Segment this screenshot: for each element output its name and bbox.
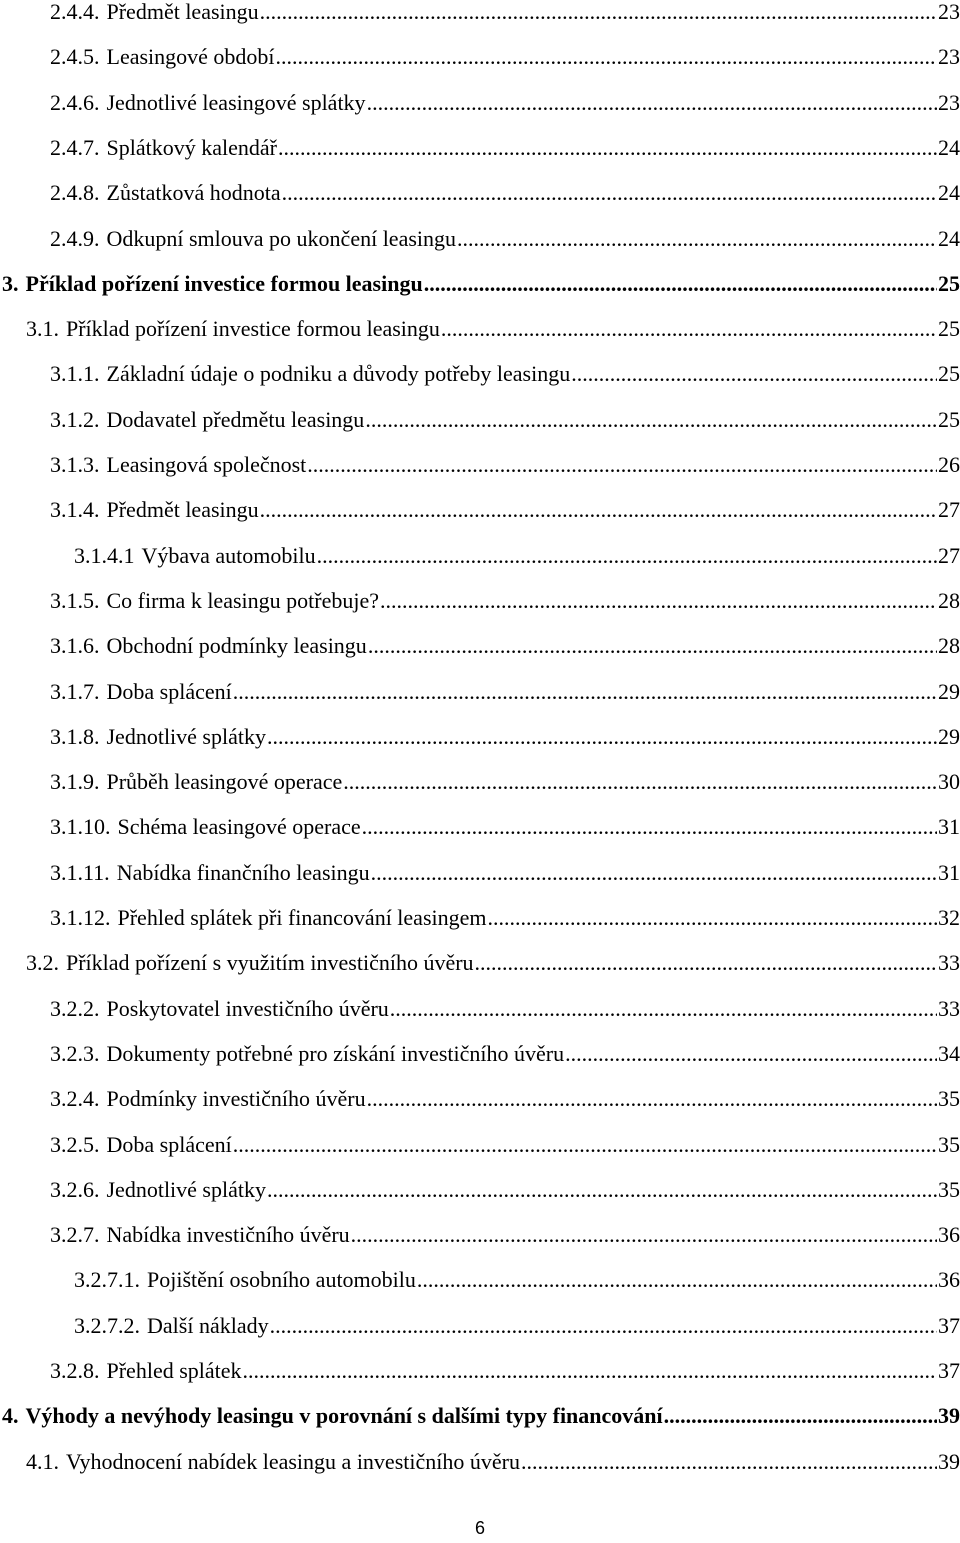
toc-entry-number: 2.4.6.: [50, 89, 100, 115]
toc-entry-number: 3.2.4.: [50, 1086, 100, 1112]
toc-dot-leader: [233, 677, 937, 707]
toc-entry[interactable]: [50, 1039, 960, 1069]
toc-entry-title: Leasingová společnost: [106, 452, 307, 477]
toc-dot-leader: [307, 450, 937, 480]
toc-entry-title: Obchodní podmínky leasingu: [106, 633, 367, 659]
toc-dot-leader: [365, 405, 937, 435]
toc-entry[interactable]: [50, 767, 960, 797]
toc-dot-leader: [457, 224, 937, 254]
toc-entry-page: 24: [938, 134, 960, 160]
toc-dot-leader: [343, 767, 937, 797]
toc-entry-number: 3.2.7.2.: [74, 1312, 140, 1338]
toc-dot-leader: [317, 541, 937, 571]
toc-entry-number: 3.1.12.: [50, 905, 111, 930]
toc-dot-leader: [371, 858, 937, 888]
toc-entry-number: 3.2.7.: [50, 1222, 100, 1248]
toc-entry[interactable]: [50, 631, 960, 661]
toc-entry-title: Výhody a nevýhody leasingu v porovnání s dalšími typy financování: [25, 1403, 663, 1429]
toc-entry-page: 29: [938, 723, 960, 749]
toc-dot-leader: [571, 359, 937, 389]
toc-entry-number: 3.1.9.: [50, 769, 100, 795]
toc-entry-title: Přehled splátek při financování leasingem: [117, 905, 487, 930]
toc-entry[interactable]: [50, 1084, 960, 1114]
toc-entry-title: Schéma leasingové operace: [117, 814, 361, 840]
toc-entry-page: 27: [938, 497, 960, 523]
toc-entry[interactable]: [50, 677, 960, 707]
toc-entry-number: 3.1.4.: [50, 497, 100, 523]
toc-entry-number: 3.1.: [26, 316, 59, 342]
toc-entry-title: Jednotlivé leasingové splátky: [106, 89, 366, 115]
toc-entry-number: 3.1.7.: [50, 678, 100, 704]
toc-entry-title: Další náklady: [147, 1312, 269, 1338]
toc-dot-leader: [441, 314, 937, 344]
toc-entry-title: Dokumenty potřebné pro získání investičního úvěru: [106, 1040, 565, 1066]
toc-entry[interactable]: [50, 495, 960, 525]
toc-entry-page: 35: [938, 1131, 960, 1157]
toc-dot-leader: [260, 495, 937, 525]
toc-entry-title: Průběh leasingové operace: [106, 769, 343, 795]
toc-entry-title: Podmínky investičního úvěru: [106, 1086, 366, 1112]
toc-dot-leader: [233, 1130, 937, 1160]
toc-entry-page: 27: [938, 542, 960, 568]
toc-dot-leader: [565, 1039, 937, 1069]
page-number: 6: [474, 1518, 485, 1538]
toc-entry[interactable]: [50, 994, 960, 1024]
toc-entry-number: 2.4.8.: [50, 180, 100, 206]
toc-entry-number: 3.1.3.: [50, 452, 100, 477]
toc-entry[interactable]: [26, 314, 960, 344]
toc-entry-page: 25: [938, 361, 960, 387]
toc-entry-page: 28: [938, 587, 960, 613]
toc-entry-number: 3.1.1.: [50, 361, 100, 387]
toc-entry-number: 3.1.4.1: [74, 542, 135, 568]
toc-entry-page: 25: [938, 316, 960, 342]
toc-entry[interactable]: [50, 224, 960, 254]
toc-entry[interactable]: [50, 722, 960, 752]
toc-entry[interactable]: [50, 178, 960, 208]
toc-entry-page: 32: [938, 905, 960, 930]
toc-entry[interactable]: [26, 948, 960, 978]
toc-entry[interactable]: [50, 88, 960, 118]
toc-entry-number: 3.1.6.: [50, 633, 100, 659]
toc-dot-leader: [367, 88, 937, 118]
toc-entry[interactable]: [50, 405, 960, 435]
toc-entry-title: Vyhodnocení nabídek leasingu a investičního úvěru: [66, 1448, 520, 1474]
toc-entry-page: 24: [938, 180, 960, 206]
toc-dot-leader: [267, 1175, 937, 1205]
toc-dot-leader: [475, 948, 937, 978]
toc-dot-leader: [664, 1401, 937, 1431]
toc-entry-number: 3.1.5.: [50, 587, 100, 613]
toc-dot-leader: [243, 1356, 937, 1386]
toc-dot-leader: [351, 1220, 937, 1250]
toc-entry[interactable]: [50, 903, 960, 933]
toc-entry-page: 25: [938, 270, 960, 296]
toc-entry-number: 3.2.: [26, 950, 59, 976]
toc-entry[interactable]: [50, 0, 960, 27]
toc-entry-number: 3.1.8.: [50, 723, 100, 749]
toc-dot-leader: [282, 178, 937, 208]
toc-entry-page: 34: [938, 1040, 960, 1066]
toc-entry-page: 29: [938, 678, 960, 704]
toc-entry[interactable]: [50, 1220, 960, 1250]
toc-entry[interactable]: [50, 812, 960, 842]
toc-entry[interactable]: [50, 586, 960, 616]
toc-entry-title: Doba splácení: [106, 1131, 232, 1157]
toc-dot-leader: [278, 133, 937, 163]
toc-entry-title: Příklad pořízení s využitím investičního úvěru: [66, 950, 474, 976]
toc-entry[interactable]: [74, 1311, 960, 1341]
toc-dot-leader: [270, 1311, 937, 1341]
toc-entry-number: 3.2.6.: [50, 1176, 100, 1202]
toc-entry[interactable]: [26, 1447, 960, 1477]
toc-entry-title: Výbava automobilu: [141, 542, 316, 568]
toc-entry-page: 33: [938, 950, 960, 976]
toc-entry-page: 25: [938, 406, 960, 432]
toc-entry-page: 36: [938, 1267, 960, 1293]
toc-dot-leader: [267, 722, 937, 752]
toc-entry-page: 39: [938, 1403, 960, 1429]
toc-entry-title: Nabídka investičního úvěru: [106, 1222, 350, 1248]
toc-entry[interactable]: [50, 1175, 960, 1205]
toc-dot-leader: [390, 994, 937, 1024]
toc-entry-page: 23: [938, 0, 960, 24]
toc-entry-title: Co firma k leasingu potřebuje?: [106, 587, 379, 613]
toc-entry-number: 2.4.9.: [50, 225, 100, 251]
toc-entry-page: 37: [938, 1358, 960, 1383]
toc-entry-page: 31: [938, 814, 960, 840]
toc-entry-title: Zůstatková hodnota: [106, 180, 281, 206]
toc-dot-leader: [260, 0, 937, 27]
toc-entry-page: 35: [938, 1086, 960, 1112]
toc-entry-title: Doba splácení: [106, 678, 232, 704]
toc-dot-leader: [368, 631, 937, 661]
toc-entry-title: Nabídka finančního leasingu: [116, 859, 370, 885]
toc-entry-title: Předmět leasingu: [106, 497, 259, 523]
toc-entry-page: 36: [938, 1222, 960, 1248]
toc-entry-number: 3.1.2.: [50, 406, 100, 432]
toc-entry-title: Odkupní smlouva po ukončení leasingu: [106, 225, 457, 251]
toc-dot-leader: [380, 586, 937, 616]
toc-entry-number: 4.: [2, 1403, 19, 1429]
toc-dot-leader: [488, 903, 938, 933]
toc-entry-title: Pojištění osobního automobilu: [147, 1267, 416, 1293]
toc-entry-page: 35: [938, 1176, 960, 1202]
toc-entry[interactable]: [50, 42, 960, 72]
toc-entry-number: 3.2.8.: [50, 1358, 100, 1383]
toc-entry-number: 3.1.10.: [50, 814, 111, 840]
toc-entry-title: Leasingové období: [106, 44, 275, 70]
toc-dot-leader: [362, 812, 937, 842]
toc-dot-leader: [367, 1084, 937, 1114]
toc-entry[interactable]: [50, 1356, 960, 1386]
toc-entry[interactable]: [2, 269, 960, 299]
toc-entry-page: 23: [938, 44, 960, 70]
toc-dot-leader: [424, 269, 937, 299]
toc-entry[interactable]: [50, 858, 960, 888]
toc-entry-page: 37: [938, 1312, 960, 1338]
toc-entry[interactable]: [2, 1401, 960, 1431]
toc-entry[interactable]: [74, 541, 960, 571]
toc-entry-number: 3.2.3.: [50, 1040, 100, 1066]
toc-entry-title: Dodavatel předmětu leasingu: [106, 406, 365, 432]
toc-entry-title: Příklad pořízení investice formou leasingu: [66, 316, 440, 342]
toc-entry[interactable]: [50, 450, 960, 480]
toc-entry-page: 33: [938, 995, 960, 1021]
toc-entry-number: 2.4.5.: [50, 44, 100, 70]
toc-entry-page: 28: [938, 633, 960, 659]
toc-entry[interactable]: [50, 359, 960, 389]
toc-dot-leader: [417, 1265, 937, 1295]
toc-entry-title: Splátkový kalendář: [106, 134, 277, 160]
toc-entry-page: 23: [938, 89, 960, 115]
toc-entry[interactable]: [50, 1130, 960, 1160]
toc-entry-number: 4.1.: [26, 1448, 59, 1474]
toc-entry-number: 3.2.7.1.: [74, 1267, 140, 1293]
toc-entry-title: Jednotlivé splátky: [106, 1176, 266, 1202]
toc-entry-title: Příklad pořízení investice formou leasingu: [25, 270, 423, 296]
toc-entry-number: 3.2.5.: [50, 1131, 100, 1157]
toc-entry-page: 39: [938, 1448, 960, 1474]
toc-entry-number: 2.4.7.: [50, 134, 100, 160]
toc-entry-title: Poskytovatel investičního úvěru: [106, 995, 389, 1021]
toc-entry-title: Předmět leasingu: [106, 0, 259, 24]
toc-entry-page: 30: [938, 769, 960, 795]
toc-dot-leader: [521, 1447, 937, 1477]
toc-entry-number: 2.4.4.: [50, 0, 100, 24]
toc-entry-page: 24: [938, 225, 960, 251]
toc-entry-number: 3.2.2.: [50, 995, 100, 1021]
toc-entry-title: Základní údaje o podniku a důvody potřeby leasingu: [106, 361, 571, 387]
toc-entry-page: 26: [938, 452, 960, 477]
toc-entry-title: Přehled splátek: [106, 1358, 242, 1383]
toc-entry-page: 31: [938, 859, 960, 885]
toc-entry[interactable]: [74, 1265, 960, 1295]
toc-entry[interactable]: [50, 133, 960, 163]
toc-dot-leader: [276, 42, 937, 72]
toc-entry-title: Jednotlivé splátky: [106, 723, 266, 749]
toc-entry-number: 3.: [2, 270, 19, 296]
toc-entry-number: 3.1.11.: [50, 859, 110, 885]
